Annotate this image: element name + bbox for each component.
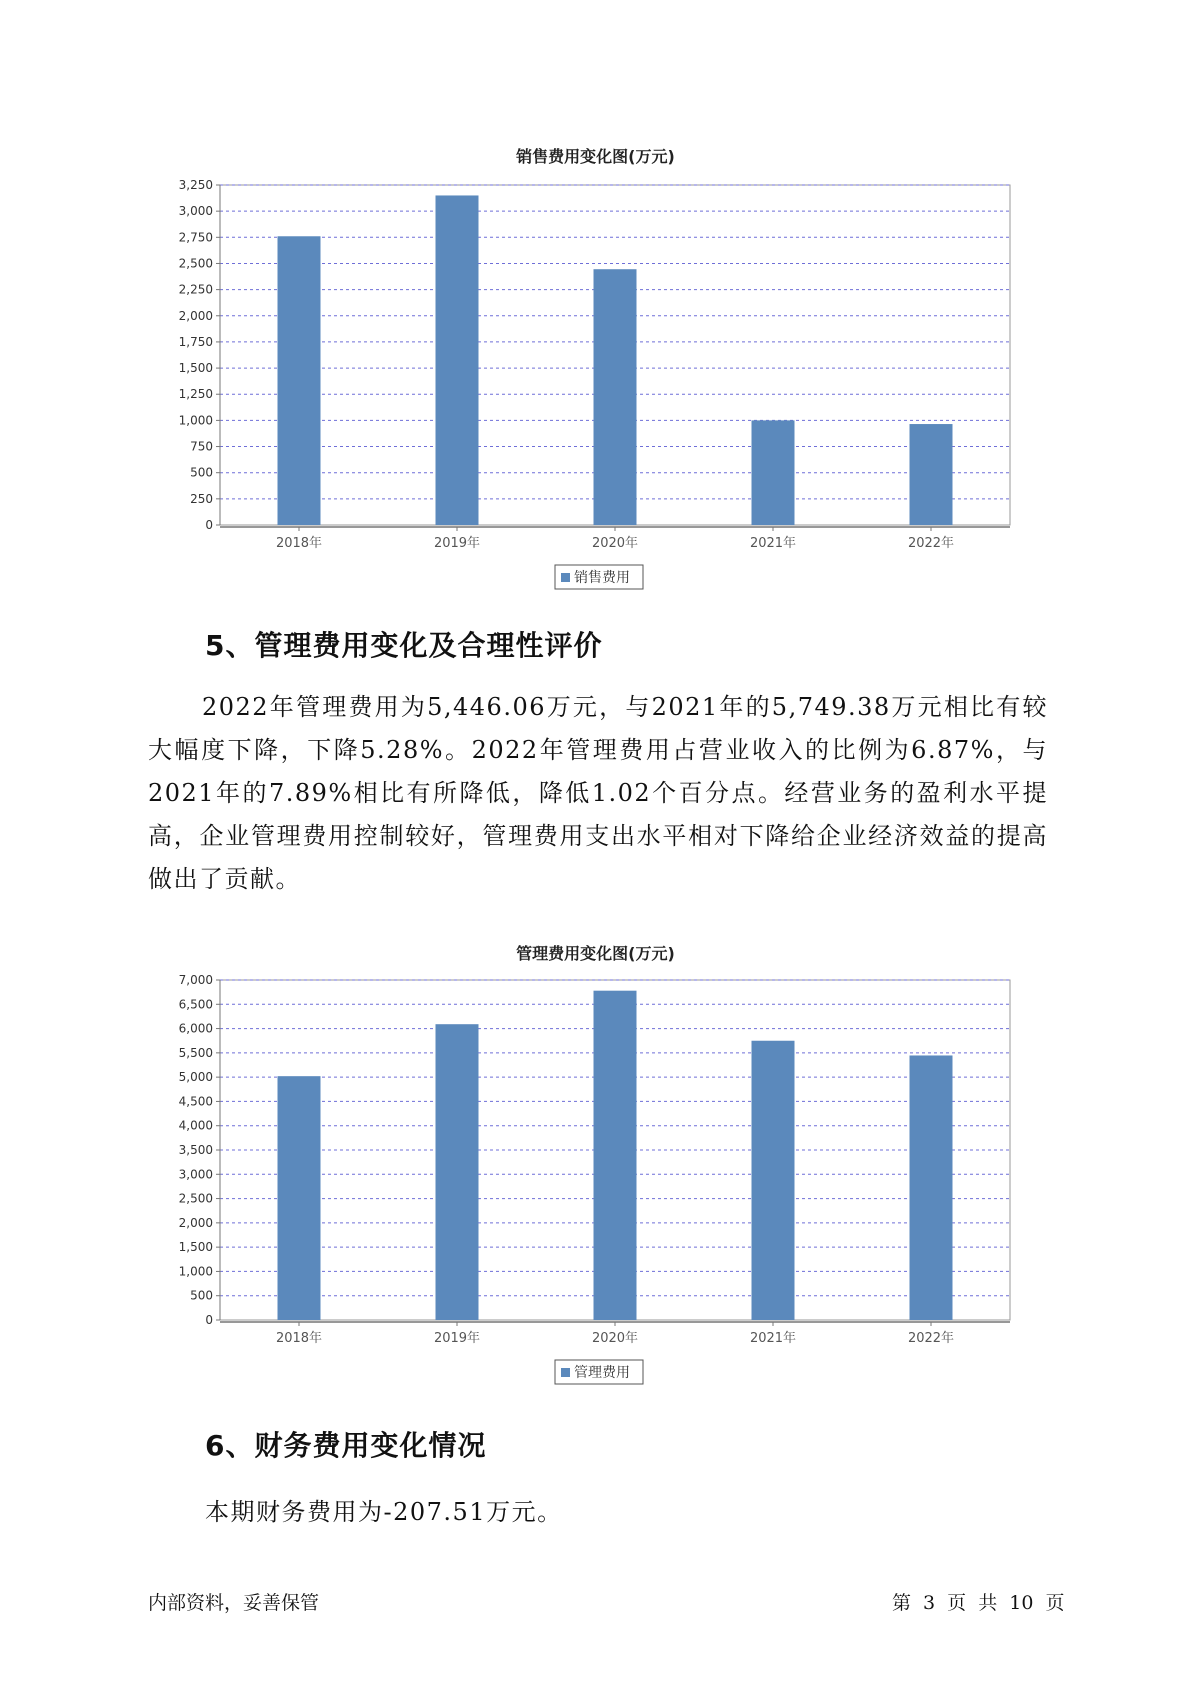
footer-confidential-note: 内部资料，妥善保管 xyxy=(148,1592,320,1614)
y-tick-label: 1,500 xyxy=(178,361,213,376)
section-5-paragraph: 2022年管理费用为5,446.06万元，与2021年的5,749.38万元相比有较大幅度下降，下降5.28%。2022年管理费用占营业收入的比例为6.87%，与2021年的7.89%相比有所降低，降低1.02个百分点。经营业务的盈利水平提高，企业管理费用控制较好，管理费用支出水平相对下降给企业经济效益的提高做出了贡献。 xyxy=(148,693,1048,893)
section-6-paragraph: 本期财务费用为-207.51万元。 xyxy=(205,1498,563,1526)
y-tick-label: 6,500 xyxy=(178,997,213,1012)
y-tick-label: 3,500 xyxy=(178,1143,213,1157)
y-tick-label: 1,000 xyxy=(178,1264,213,1279)
y-tick-label: 2,000 xyxy=(178,308,213,323)
y-tick-label: 2,500 xyxy=(178,256,213,271)
x-tick-label: 2018年 xyxy=(275,1331,323,1346)
legend-swatch xyxy=(561,1368,570,1377)
bar xyxy=(752,420,795,525)
bar xyxy=(910,424,953,525)
y-tick-label: 4,500 xyxy=(178,1094,213,1109)
x-tick-label: 2020年 xyxy=(591,536,639,551)
y-tick-label: 3,250 xyxy=(178,178,213,192)
x-tick-label: 2020年 xyxy=(591,1331,639,1346)
x-tick-label: 2021年 xyxy=(749,1331,797,1346)
y-tick-label: 2,000 xyxy=(178,1215,213,1230)
sales-expense-chart xyxy=(0,170,1191,610)
x-tick-label: 2022年 xyxy=(907,1331,955,1346)
section-6-heading: 6、财务费用变化情况 xyxy=(205,1429,487,1462)
y-tick-label: 5,000 xyxy=(178,1070,213,1085)
y-tick-label: 3,000 xyxy=(178,1167,213,1182)
x-tick-label: 2019年 xyxy=(433,536,481,551)
footer-page-number: 第 3 页 共 10 页 xyxy=(892,1592,1065,1614)
legend xyxy=(555,565,643,589)
bar xyxy=(436,195,479,525)
bar xyxy=(594,991,637,1320)
legend-label: 销售费用 xyxy=(574,570,630,586)
x-tick-label: 2018年 xyxy=(275,536,323,551)
y-tick-label: 6,000 xyxy=(178,1021,213,1036)
x-tick-label: 2022年 xyxy=(907,536,955,551)
y-tick-label: 750 xyxy=(190,439,213,454)
y-tick-label: 500 xyxy=(190,1288,213,1303)
bar xyxy=(436,1024,479,1320)
y-tick-label: 500 xyxy=(190,465,213,480)
section-5-heading: 5、管理费用变化及合理性评价 xyxy=(205,629,603,662)
y-tick-label: 1,750 xyxy=(178,334,213,349)
bar xyxy=(752,1041,795,1320)
y-tick-label: 1,000 xyxy=(178,413,213,428)
y-tick-label: 5,500 xyxy=(178,1045,213,1060)
y-tick-label: 0 xyxy=(205,518,213,532)
chart-title-sales: 销售费用变化图(万元) xyxy=(516,147,675,166)
y-tick-label: 1,500 xyxy=(178,1240,213,1255)
y-tick-label: 4,000 xyxy=(178,1118,213,1133)
y-tick-label: 7,000 xyxy=(178,973,213,987)
x-tick-label: 2021年 xyxy=(749,536,797,551)
y-tick-label: 3,000 xyxy=(178,204,213,219)
x-tick-label: 2019年 xyxy=(433,1331,481,1346)
y-tick-label: 2,750 xyxy=(178,230,213,245)
bar xyxy=(594,269,637,525)
legend-label: 管理费用 xyxy=(574,1365,630,1381)
y-tick-label: 0 xyxy=(205,1313,213,1327)
bar xyxy=(278,1076,321,1320)
bar xyxy=(278,236,321,525)
legend xyxy=(555,1360,643,1384)
y-tick-label: 2,250 xyxy=(178,282,213,297)
y-tick-label: 1,250 xyxy=(178,387,213,402)
y-tick-label: 250 xyxy=(190,491,213,506)
admin-expense-chart xyxy=(0,965,1191,1405)
bar xyxy=(910,1055,953,1320)
chart-title-admin: 管理费用变化图(万元) xyxy=(516,944,675,963)
y-tick-label: 2,500 xyxy=(178,1191,213,1206)
legend-swatch xyxy=(561,573,570,582)
